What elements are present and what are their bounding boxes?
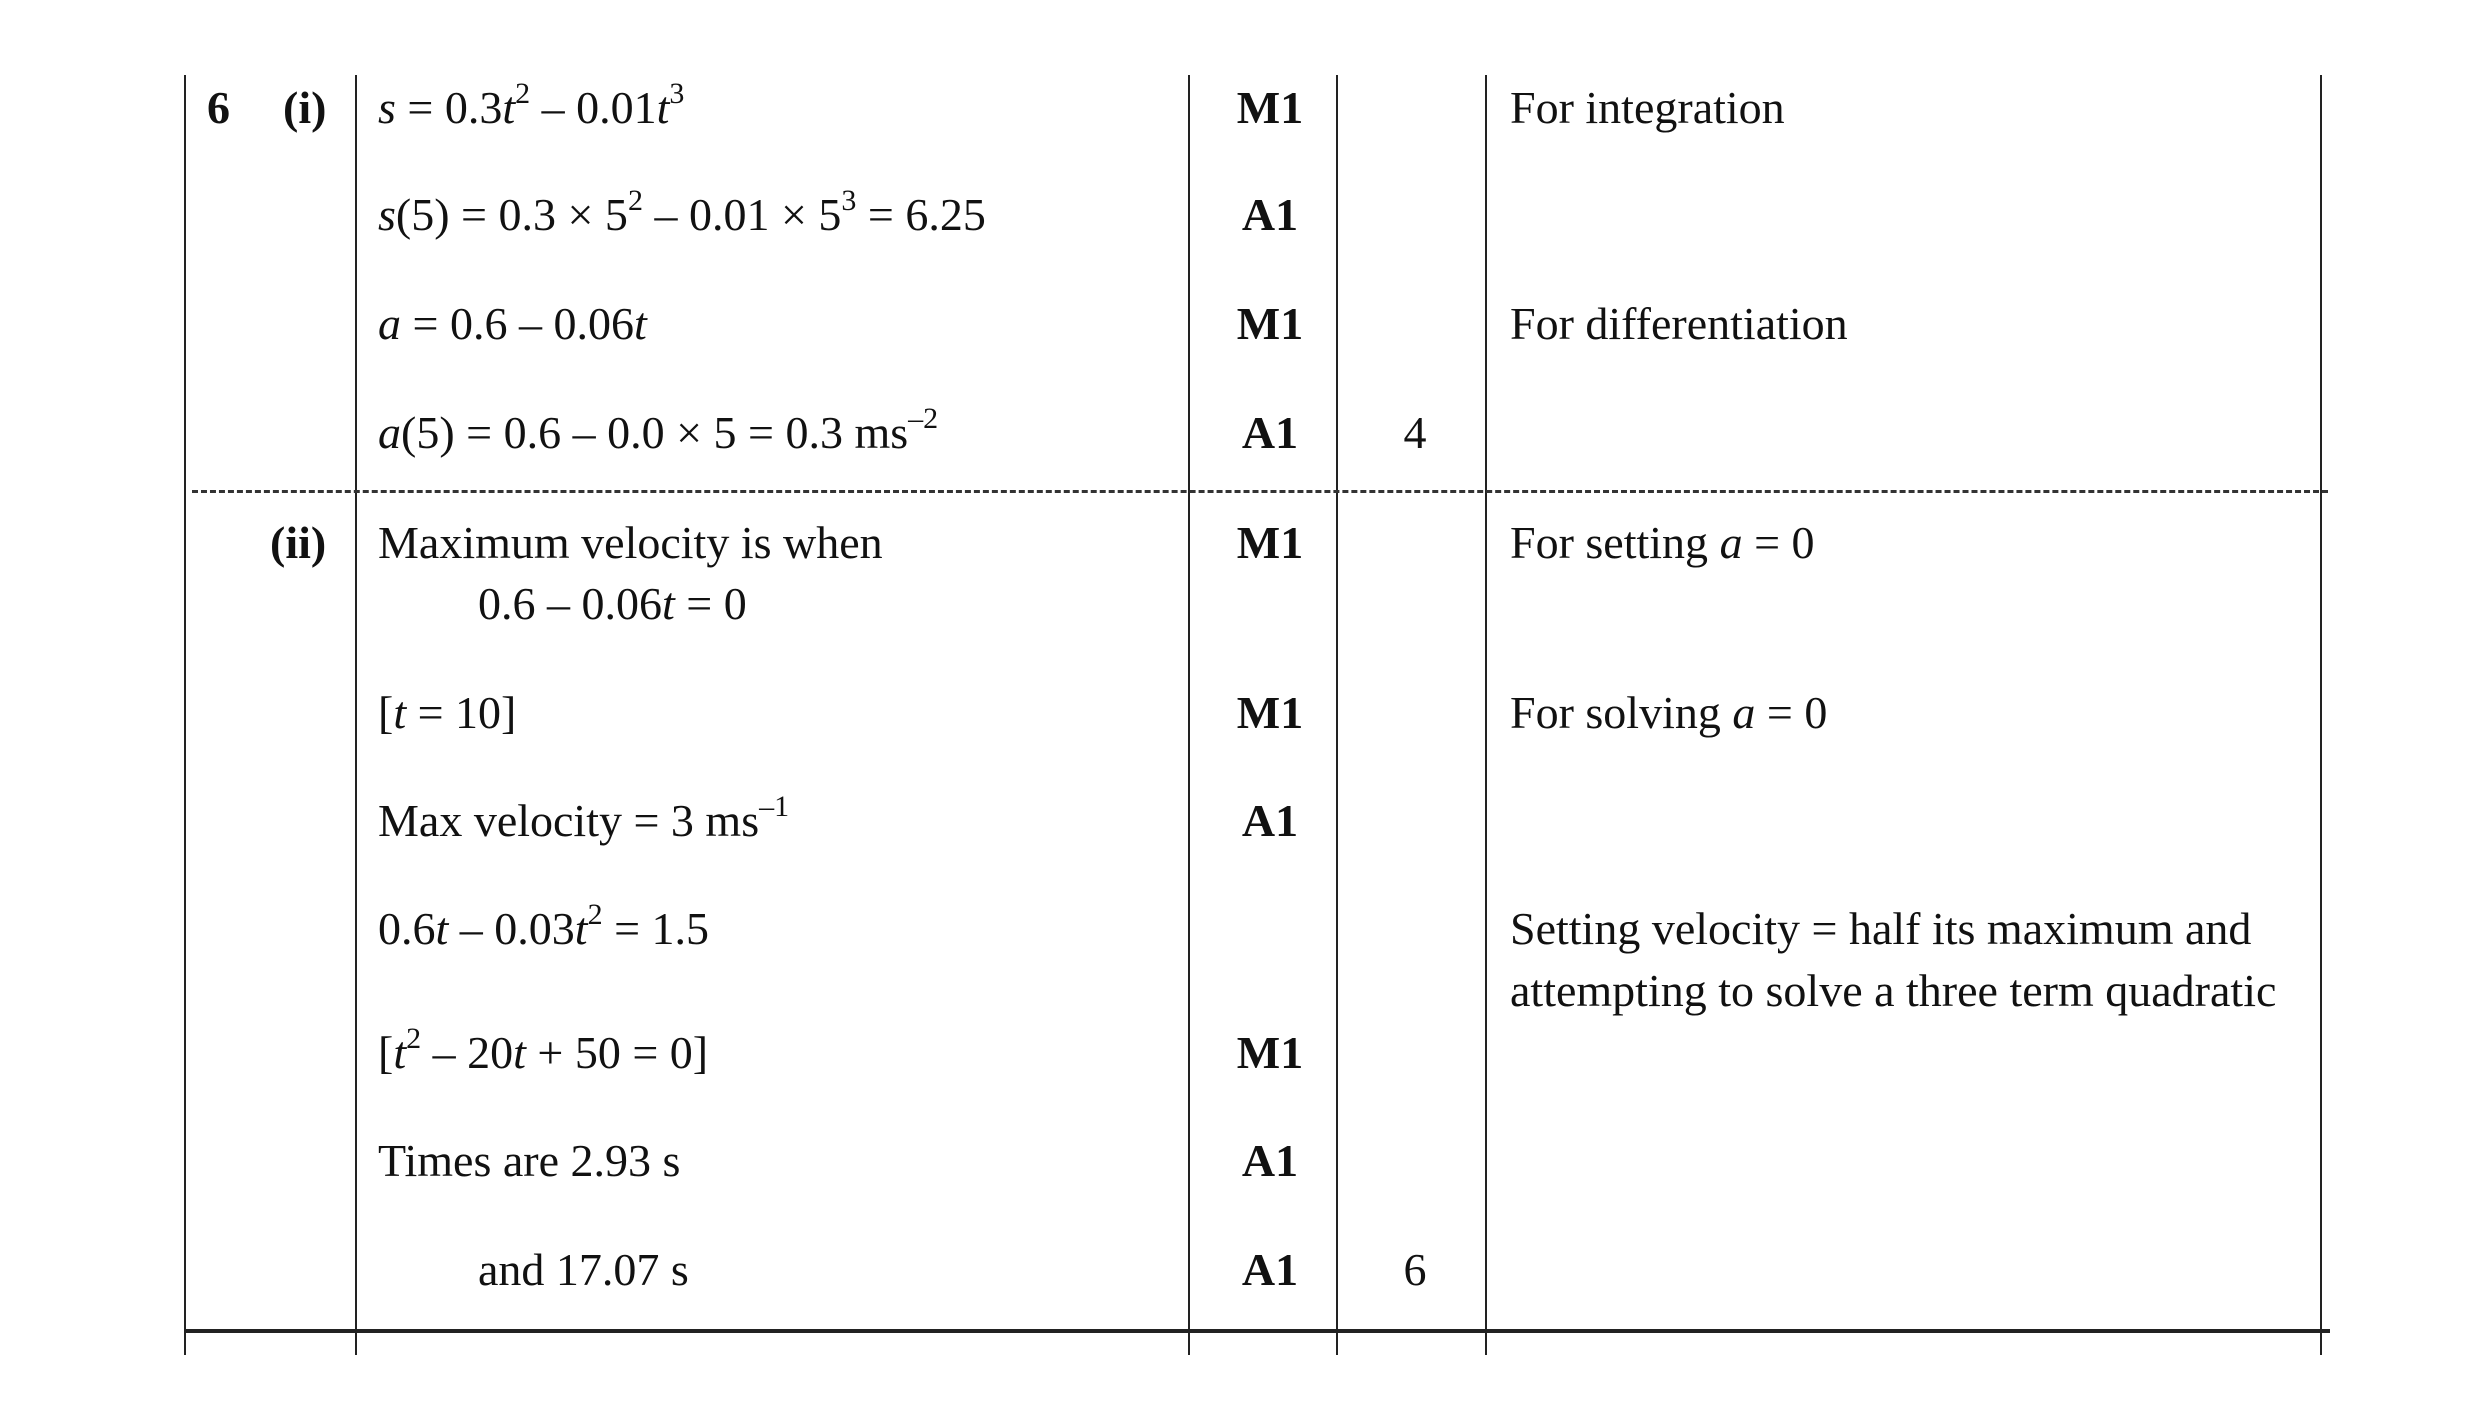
mark-i-2: A1 [1241, 189, 1299, 240]
column-divider-total [1485, 75, 1487, 1355]
table-bottom-border [184, 1329, 2330, 1333]
answer-ii-7: and 17.07 s [478, 1244, 689, 1295]
table-border-left [184, 75, 186, 1355]
answer-ii-3: Max velocity = 3 $ms^{-1}$ [378, 790, 790, 846]
mark-ii-6: A1 [1241, 1135, 1299, 1186]
column-divider-mark [1336, 75, 1338, 1355]
mark-ii-3: A1 [1241, 795, 1299, 846]
mark-ii-5: M1 [1236, 1027, 1304, 1078]
guidance-i-3: For differentiation [1510, 298, 1848, 349]
answer-i-3: a = 0.6 – 0.06t [378, 298, 647, 349]
answer-ii-1: Maximum velocity is when [378, 517, 883, 568]
mark-i-4: A1 [1241, 407, 1299, 458]
part-label-ii: (ii) [270, 517, 327, 568]
guidance-ii-4b: attempting to solve a three term quadratic [1510, 965, 2277, 1016]
guidance-ii-2: For solving a = 0 [1510, 687, 1828, 738]
answer-i-2: $s(5) = 0.3 \times 5^2 - 0.01 \times 5^3 = 6.25$ [378, 184, 986, 240]
guidance-ii-4: Setting velocity = half its maximum and [1510, 903, 2252, 954]
mark-i-1: M1 [1236, 82, 1304, 133]
guidance-ii-1: For setting a = 0 [1510, 517, 1815, 568]
answer-i-4: a(5) = 0.6 – 0.0 × 5 = 0.3 $ms^{-2}$ [378, 402, 939, 458]
mark-ii-2: M1 [1236, 687, 1304, 738]
answer-ii-6: Times are 2.93 s [378, 1135, 681, 1186]
mark-ii-1: M1 [1236, 517, 1304, 568]
mark-i-3: M1 [1236, 298, 1304, 349]
total-i: 4 [1403, 407, 1427, 458]
answer-i-1: $s = 0.3t^2 - 0.01t^3$ [378, 77, 685, 133]
mark-ii-7: A1 [1241, 1244, 1299, 1295]
part-label-i: (i) [283, 82, 327, 133]
question-number: 6 [207, 82, 230, 133]
answer-ii-2: [t = 10] [378, 687, 517, 738]
answer-ii-1b: 0.6 – 0.06t = 0 [478, 578, 747, 629]
total-ii: 6 [1403, 1244, 1427, 1295]
column-divider-part [355, 75, 357, 1355]
part-separator [192, 490, 2328, 493]
guidance-i-1: For integration [1510, 82, 1785, 133]
answer-ii-5: $[t^2 - 20t + 50 = 0]$ [378, 1022, 709, 1078]
column-divider-answer [1188, 75, 1190, 1355]
table-border-right [2320, 75, 2322, 1355]
answer-ii-4: $0.6t - 0.03t^2 = 1.5$ [378, 898, 710, 954]
